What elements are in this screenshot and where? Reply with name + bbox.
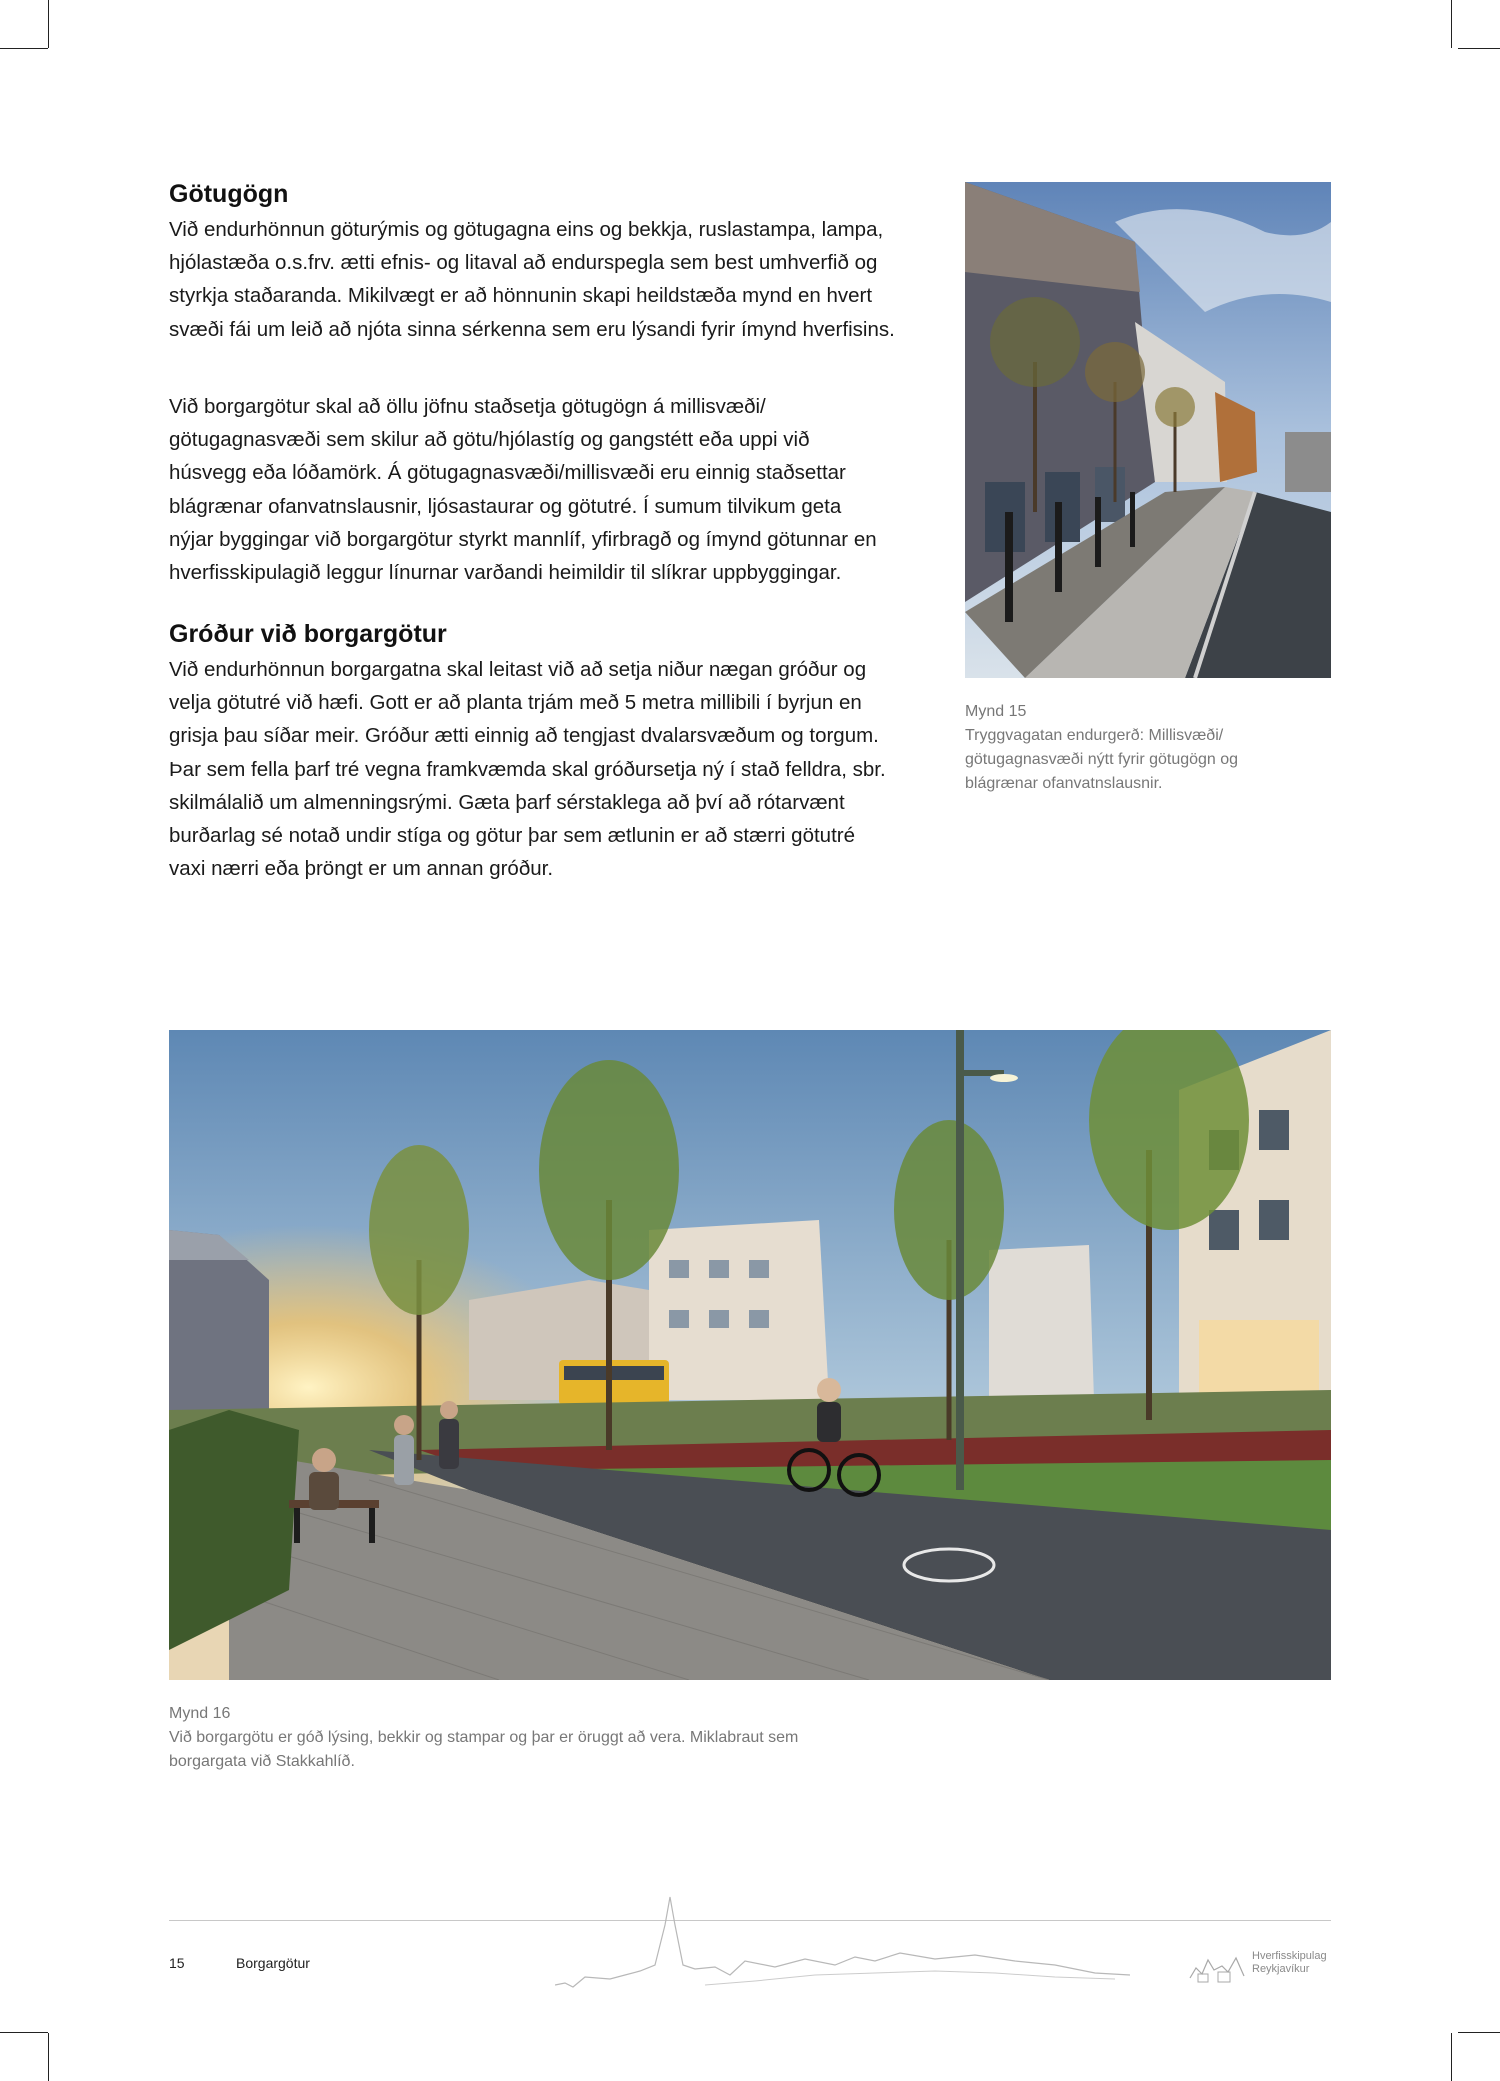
brand-name <box>1252 1950 1327 1976</box>
figure-label: Mynd 16 <box>169 1705 231 1722</box>
text-line: húsvegg eða lóðamörk. Á götugagnasvæði/millisvæði eru einnig staðsettar <box>169 461 846 485</box>
figure-label: Mynd 15 <box>965 703 1027 720</box>
crop-mark <box>48 0 49 48</box>
text-line: skilmálalið um almenningsrými. Gæta þarf sérstaklega að því að rótarvænt <box>169 790 845 814</box>
paragraph-gotugogn-2 <box>169 390 939 589</box>
text-line: nýjar byggingar við borgargötur styrkt mannlíf, yfirbragð og ímynd götunnar en <box>169 527 877 551</box>
crop-mark <box>1458 48 1500 49</box>
crop-mark <box>0 2032 48 2033</box>
brand-line: Reykjavíkur <box>1252 1963 1310 1975</box>
figure-16-caption <box>169 1702 1069 1774</box>
text-line: Við endurhönnun borgargatna skal leitast við að setja niður nægan gróður og <box>169 658 867 681</box>
crop-mark <box>48 2033 49 2081</box>
brand-logo-icon <box>1188 1948 1248 1984</box>
text-line: styrkja staðaranda. Mikilvægt er að hönnunin skapi heildstæða mynd en hvert <box>169 284 873 308</box>
brand-line: Hverfisskipulag <box>1252 1950 1327 1962</box>
crop-mark <box>1451 2033 1452 2081</box>
text-line: Þar sem fella þarf tré vegna framkvæmda skal gróðursetja ný í stað felldra, sbr. <box>169 757 886 781</box>
caption-line: blágrænar ofanvatnslausnir. <box>965 775 1163 792</box>
crop-mark <box>1451 0 1452 48</box>
paragraph-grodur <box>169 653 939 885</box>
street-render-illustration <box>169 1030 1331 1680</box>
skyline-illustration <box>555 1895 1130 1990</box>
text-line: Við endurhönnun göturýmis og götugagna eins og bekkja, ruslastampa, lampa, <box>169 218 884 241</box>
crop-mark <box>1458 2032 1500 2033</box>
text-line: grisja þau síðar meir. Gróður ætti einnig að tengjast dvalarsvæðum og torgum. <box>169 724 879 748</box>
text-line: hverfisskipulagið leggur línurnar varðandi heimildir til slíkrar uppbyggingar. <box>169 561 842 585</box>
text-line: hjólastæða o.s.frv. ætti efnis- og litaval að endurspegla sem best umhverfið og <box>169 251 878 275</box>
text-line: blágrænar ofanvatnslausnir, ljósastaurar og götutré. Í sumum tilvikum geta <box>169 494 842 518</box>
text-line: götugagnasvæði sem skilur að götu/hjólastíg og gangstétt eða uppi við <box>169 428 810 452</box>
figure-16-photo <box>169 1030 1331 1680</box>
figure-15-photo <box>965 182 1331 678</box>
page-number: 15 <box>169 1955 185 1971</box>
text-line: velja götutré við hæfi. Gott er að planta trjám með 5 metra millibili í byrjun en <box>169 691 862 715</box>
section-heading-gotugogn: Götugögn <box>169 180 289 208</box>
caption-line: götugagnasvæði nýtt fyrir götugögn og <box>965 751 1239 768</box>
text-line: vaxi nærri eða þröngt er um annan gróður. <box>169 857 554 881</box>
text-line: burðarlag sé notað undir stíga og götur þar sem ætlunin er að stærri götutré <box>169 824 855 848</box>
caption-line: Við borgargötu er góð lýsing, bekkir og stampar og þar er öruggt að vera. Miklabraut sem <box>169 1729 799 1746</box>
text-line: svæði fái um leið að njóta sinna sérkenna sem eru lýsandi fyrir ímynd hverfisins. <box>169 317 895 341</box>
chapter-name: Borgargötur <box>236 1955 310 1971</box>
section-heading-grodur: Gróður við borgargötur <box>169 620 447 648</box>
caption-line: borgargata við Stakkahlíð. <box>169 1753 355 1770</box>
text-line: Við borgargötur skal að öllu jöfnu staðsetja götugögn á millisvæði/ <box>169 395 766 418</box>
paragraph-gotugogn-1 <box>169 213 939 346</box>
crop-mark <box>0 48 48 49</box>
street-photo-illustration <box>965 182 1331 678</box>
caption-line: Tryggvagatan endurgerð: Millisvæði/ <box>965 727 1224 744</box>
figure-15-caption <box>965 700 1331 796</box>
